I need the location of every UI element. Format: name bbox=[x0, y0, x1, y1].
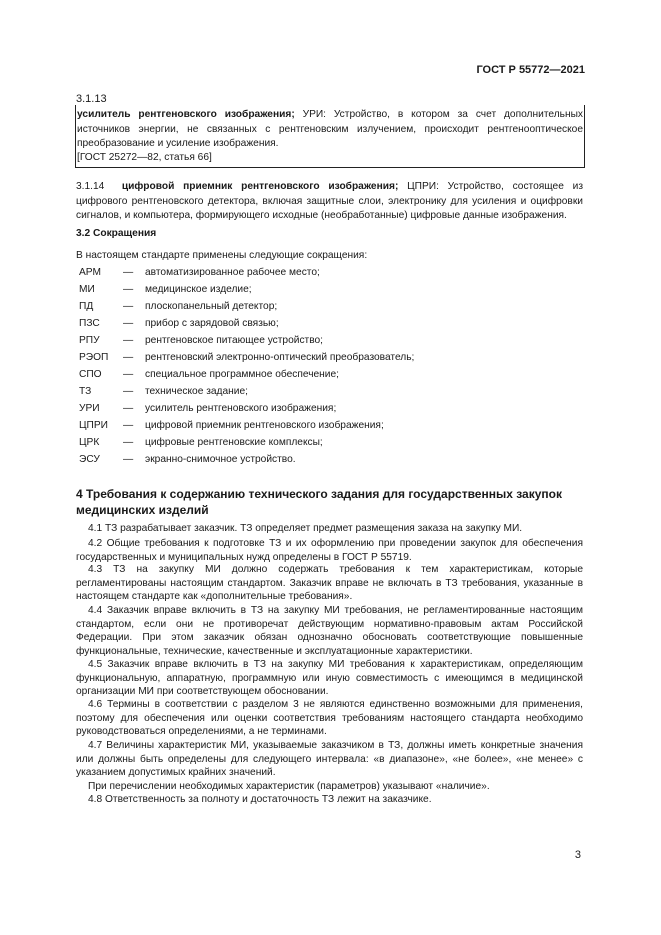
section-4-paragraph: 4.5 Заказчик вправе включить в ТЗ на закупку МИ требования к характеристикам, определяющим функциональную, аппаратную, программную или иную совместимость с имеющимся в медицинской организации МИ при соответствующем обосновании. bbox=[76, 659, 583, 698]
section-3-2-intro: В настоящем стандарте применены следующие сокращения: bbox=[76, 250, 368, 261]
abbreviation-code: ЦРК bbox=[79, 437, 100, 448]
abbreviation-text: рентгеновское питающее устройство; bbox=[145, 335, 324, 346]
abbreviation-text: плоскопанельный детектор; bbox=[145, 301, 278, 312]
abbreviation-dash: — bbox=[123, 318, 134, 329]
abbreviation-code: МИ bbox=[79, 284, 95, 295]
section-4-paragraph: При перечислении необходимых характеристик (параметров) указывают «наличие». bbox=[88, 781, 490, 792]
abbreviation-text: медицинское изделие; bbox=[145, 284, 252, 295]
abbreviation-code: РЭОП bbox=[79, 352, 109, 363]
section-4-paragraph: 4.1 ТЗ разрабатывает заказчик. ТЗ определяет предмет размещения заказа на закупку МИ. bbox=[88, 523, 523, 534]
abbreviation-dash: — bbox=[123, 437, 134, 448]
abbreviation-text: автоматизированное рабочее место; bbox=[145, 267, 320, 278]
document-header: ГОСТ Р 55772—2021 bbox=[476, 64, 585, 76]
abbreviation-dash: — bbox=[123, 352, 134, 363]
section-4-heading: 4 Требования к содержанию технического задания для государственных закупок медицинских изделий bbox=[76, 487, 562, 517]
abbreviation-code: ТЗ bbox=[79, 386, 92, 397]
abbreviation-code: АРМ bbox=[79, 267, 101, 278]
abbreviation-code: ПЗС bbox=[79, 318, 100, 329]
abbreviation-text: усилитель рентгеновского изображения; bbox=[145, 403, 337, 414]
section-4-paragraph: 4.7 Величины характеристик МИ, указываемые заказчиком в ТЗ, должны иметь конкретные значения или должны быть определены для следующего интервала: «в диапазоне», «не более», «не менее» с указанием допустимых крайних значений. bbox=[76, 740, 583, 779]
term-3-1-13-source: [ГОСТ 25272—82, статья 66] bbox=[77, 152, 212, 163]
abbreviation-code: ПД bbox=[79, 301, 94, 312]
abbreviation-text: рентгеновский электронно-оптический преобразователь; bbox=[145, 352, 415, 363]
abbreviation-text: цифровые рентгеновские комплексы; bbox=[145, 437, 323, 448]
section-4-paragraph: 4.2 Общие требования к подготовке ТЗ и их оформлению при проведении закупок для обеспечения государственных и муниципальных нужд определены в ГОСТ Р 55719. bbox=[76, 538, 583, 563]
term-3-1-13-term: усилитель рентгеновского изображения; bbox=[77, 109, 295, 120]
abbreviation-dash: — bbox=[123, 454, 134, 465]
abbreviation-dash: — bbox=[123, 335, 134, 346]
section-4-paragraph: 4.8 Ответственность за полноту и достаточность ТЗ лежит на заказчике. bbox=[88, 794, 432, 805]
term-3-1-14-text bbox=[76, 180, 583, 224]
abbreviation-dash: — bbox=[123, 301, 134, 312]
abbreviation-dash: — bbox=[123, 284, 134, 295]
term-3-1-14-number: 3.1.14 bbox=[76, 181, 105, 192]
abbreviation-code: РПУ bbox=[79, 335, 100, 346]
term-3-1-14-definition: ЦПРИ: Устройство, состоящее из цифрового рентгеновского детектора, включая защитные слои, электронику для усиления и оцифровки сигналов, и компьютера, формирующего исходные (необработанные) цифровые данные изображения. bbox=[76, 181, 583, 222]
term-box-3-1-13 bbox=[75, 105, 585, 168]
section-4-paragraph: 4.4 Заказчик вправе включить в ТЗ на закупку МИ требования, не регламентированные настоящим стандартом, если они не противоречат действующим нормативно-правовым актам Российской Федерации. При этом заказчик обязан однозначно обосновать соответствующие повышенные функциональные, технические, качественные и эксплуатационные характеристики. bbox=[76, 605, 583, 657]
page-number: 3 bbox=[574, 849, 581, 861]
abbreviation-dash: — bbox=[123, 267, 134, 278]
term-3-1-14-term: цифровой приемник рентгеновского изображения; bbox=[121, 181, 399, 192]
section-3-2-heading: 3.2 Сокращения bbox=[76, 228, 157, 239]
abbreviation-dash: — bbox=[123, 369, 134, 380]
section-4-paragraph: 4.3 ТЗ на закупку МИ должно содержать требования к тем характеристикам, которые регламентированы настоящим стандартом. Заказчик вправе не включать в ТЗ требования, указанные в настоящем стандарте как «дополнительные требования». bbox=[76, 564, 583, 603]
term-3-1-13-text bbox=[77, 108, 583, 152]
abbreviation-dash: — bbox=[123, 420, 134, 431]
abbreviation-text: специальное программное обеспечение; bbox=[145, 369, 339, 380]
abbreviation-code: УРИ bbox=[79, 403, 100, 414]
term-number-3-1-13: 3.1.13 bbox=[76, 93, 107, 105]
abbreviation-dash: — bbox=[123, 386, 134, 397]
section-4-paragraph: 4.6 Термины в соответствии с разделом 3 не являются единственно возможными для применения, поэтому для обеспечения или оценки соответствия требованиям настоящего стандарта необходимо руководствоваться определениями, а не терминами. bbox=[76, 699, 583, 738]
abbreviation-text: прибор с зарядовой связью; bbox=[145, 318, 279, 329]
abbreviation-dash: — bbox=[123, 403, 134, 414]
abbreviation-text: техническое задание; bbox=[145, 386, 248, 397]
abbreviation-code: ЭСУ bbox=[79, 454, 100, 465]
abbreviation-text: цифровой приемник рентгеновского изображения; bbox=[145, 420, 384, 431]
term-3-1-13-definition: УРИ: Устройство, в котором за счет дополнительных источников энергии, не связанных с рентгеновским излучением, происходит рентгенооптическое преобразование и усиление изображения. bbox=[77, 109, 583, 150]
abbreviation-text: экранно-снимочное устройство. bbox=[145, 454, 296, 465]
abbreviation-code: ЦПРИ bbox=[79, 420, 108, 431]
abbreviation-code: СПО bbox=[79, 369, 102, 380]
